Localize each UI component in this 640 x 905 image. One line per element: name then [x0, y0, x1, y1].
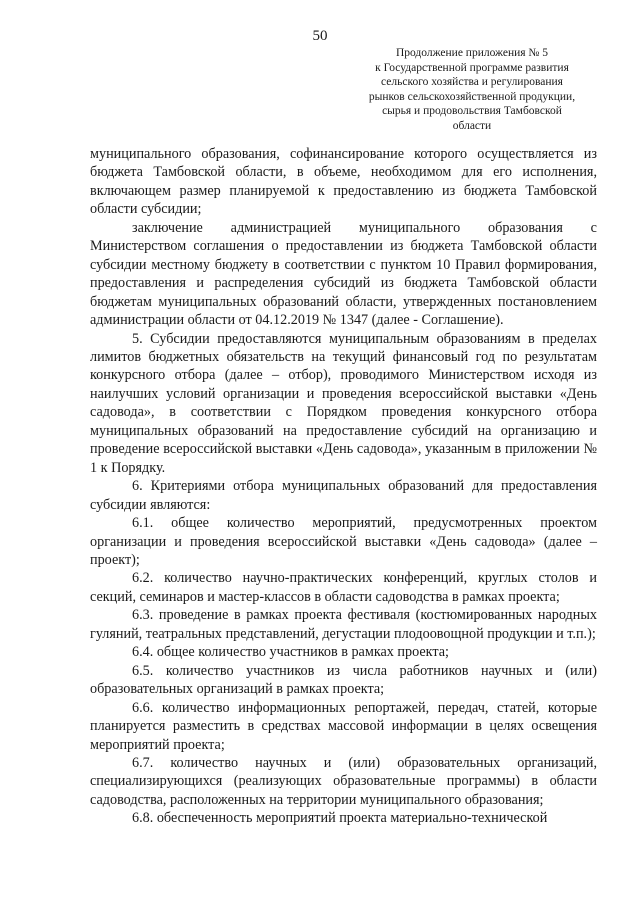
paragraph-clause-6-3: 6.3. проведение в рамках проекта фестиваля (костюмированных народных гуляний, театральных представлений, дегустации плодоовощной продукции и т.п.); — [90, 607, 597, 642]
header-note-line: рынков сельскохозяйственной продукции, — [368, 90, 576, 103]
header-note-line: Продолжение приложения № 5 — [395, 47, 549, 59]
page-number: 50 — [312, 28, 328, 44]
paragraph-clause-6-6: 6.6. количество информационных репортажей, передач, статей, которые планируется разместить в средствах массовой информации в целях освещения мероприятий проекта; — [90, 699, 597, 753]
header-note-line: сельского хозяйства и регулирования — [381, 76, 563, 88]
paragraph-clause-6: 6. Критериями отбора муниципальных образований для предоставления субсидии являются: — [90, 478, 597, 513]
paragraph-clause-6-4: 6.4. общее количество участников в рамках проекта; — [132, 644, 450, 661]
header-note-line: сырья и продовольствия Тамбовской — [382, 105, 562, 117]
paragraph-clause-6-1: 6.1. общее количество мероприятий, предусмотренных проектом организации и проведения всероссийской выставки «День садовода» (далее – проект); — [90, 515, 597, 568]
paragraph-clause-6-7: 6.7. количество научных и (или) образовательных организаций, специализирующихся (реализующих образовательные программы) в области садоводства, расположенных на территории муниципального образования; — [90, 754, 597, 808]
header-note-line: к Государственной программе развития — [375, 61, 569, 74]
appendix-header-note — [348, 46, 596, 133]
paragraph-agreement: заключение администрацией муниципального образования с Министерством соглашения о предоставлении из бюджета Тамбовской области субсидии местному бюджету в соответствии с пунктом 10 Правил формирования, предоставления и распределения субсидий из бюджета Тамбовской области бюджетам муниципальных образований области, утвержденных постановлением администрации области от 04.12.2019 № 1347 (далее - Соглашение). — [90, 219, 597, 329]
paragraph-clause-5: 5. Субсидии предоставляются муниципальным образованиям в пределах лимитов бюджетных обязательств на текущий финансовый год по результатам конкурсного отбора (далее – отбор), проводимого Министерством исходя из наилучших условий организации и проведения всероссийской выставки «День садовода», в соответствии с Порядком проведения конкурсного отбора муниципальных образований на предоставление субсидий на организацию и проведение всероссийской выставки «День садовода», указанным в приложении № 1 к Порядку. — [90, 330, 597, 476]
paragraph-clause-6-2: 6.2. количество научно-практических конференций, круглых столов и секций, семинаров и мастер-классов в области садоводства в рамках проекта; — [90, 570, 597, 605]
document-body — [90, 145, 597, 828]
header-note-line: области — [452, 119, 492, 132]
paragraph-continuation: муниципального образования, софинансирование которого осуществляется из бюджета Тамбовской области, в объеме, необходимом для его исполнения, включающем размер планируемой к предоставлению из бюджета Тамбовской области субсидии; — [90, 146, 597, 218]
paragraph-clause-6-8: 6.8. обеспеченность мероприятий проекта материально-технической — [132, 810, 548, 827]
paragraph-clause-6-5: 6.5. количество участников из числа работников научных и (или) образовательных организаций в рамках проекта; — [90, 662, 597, 698]
